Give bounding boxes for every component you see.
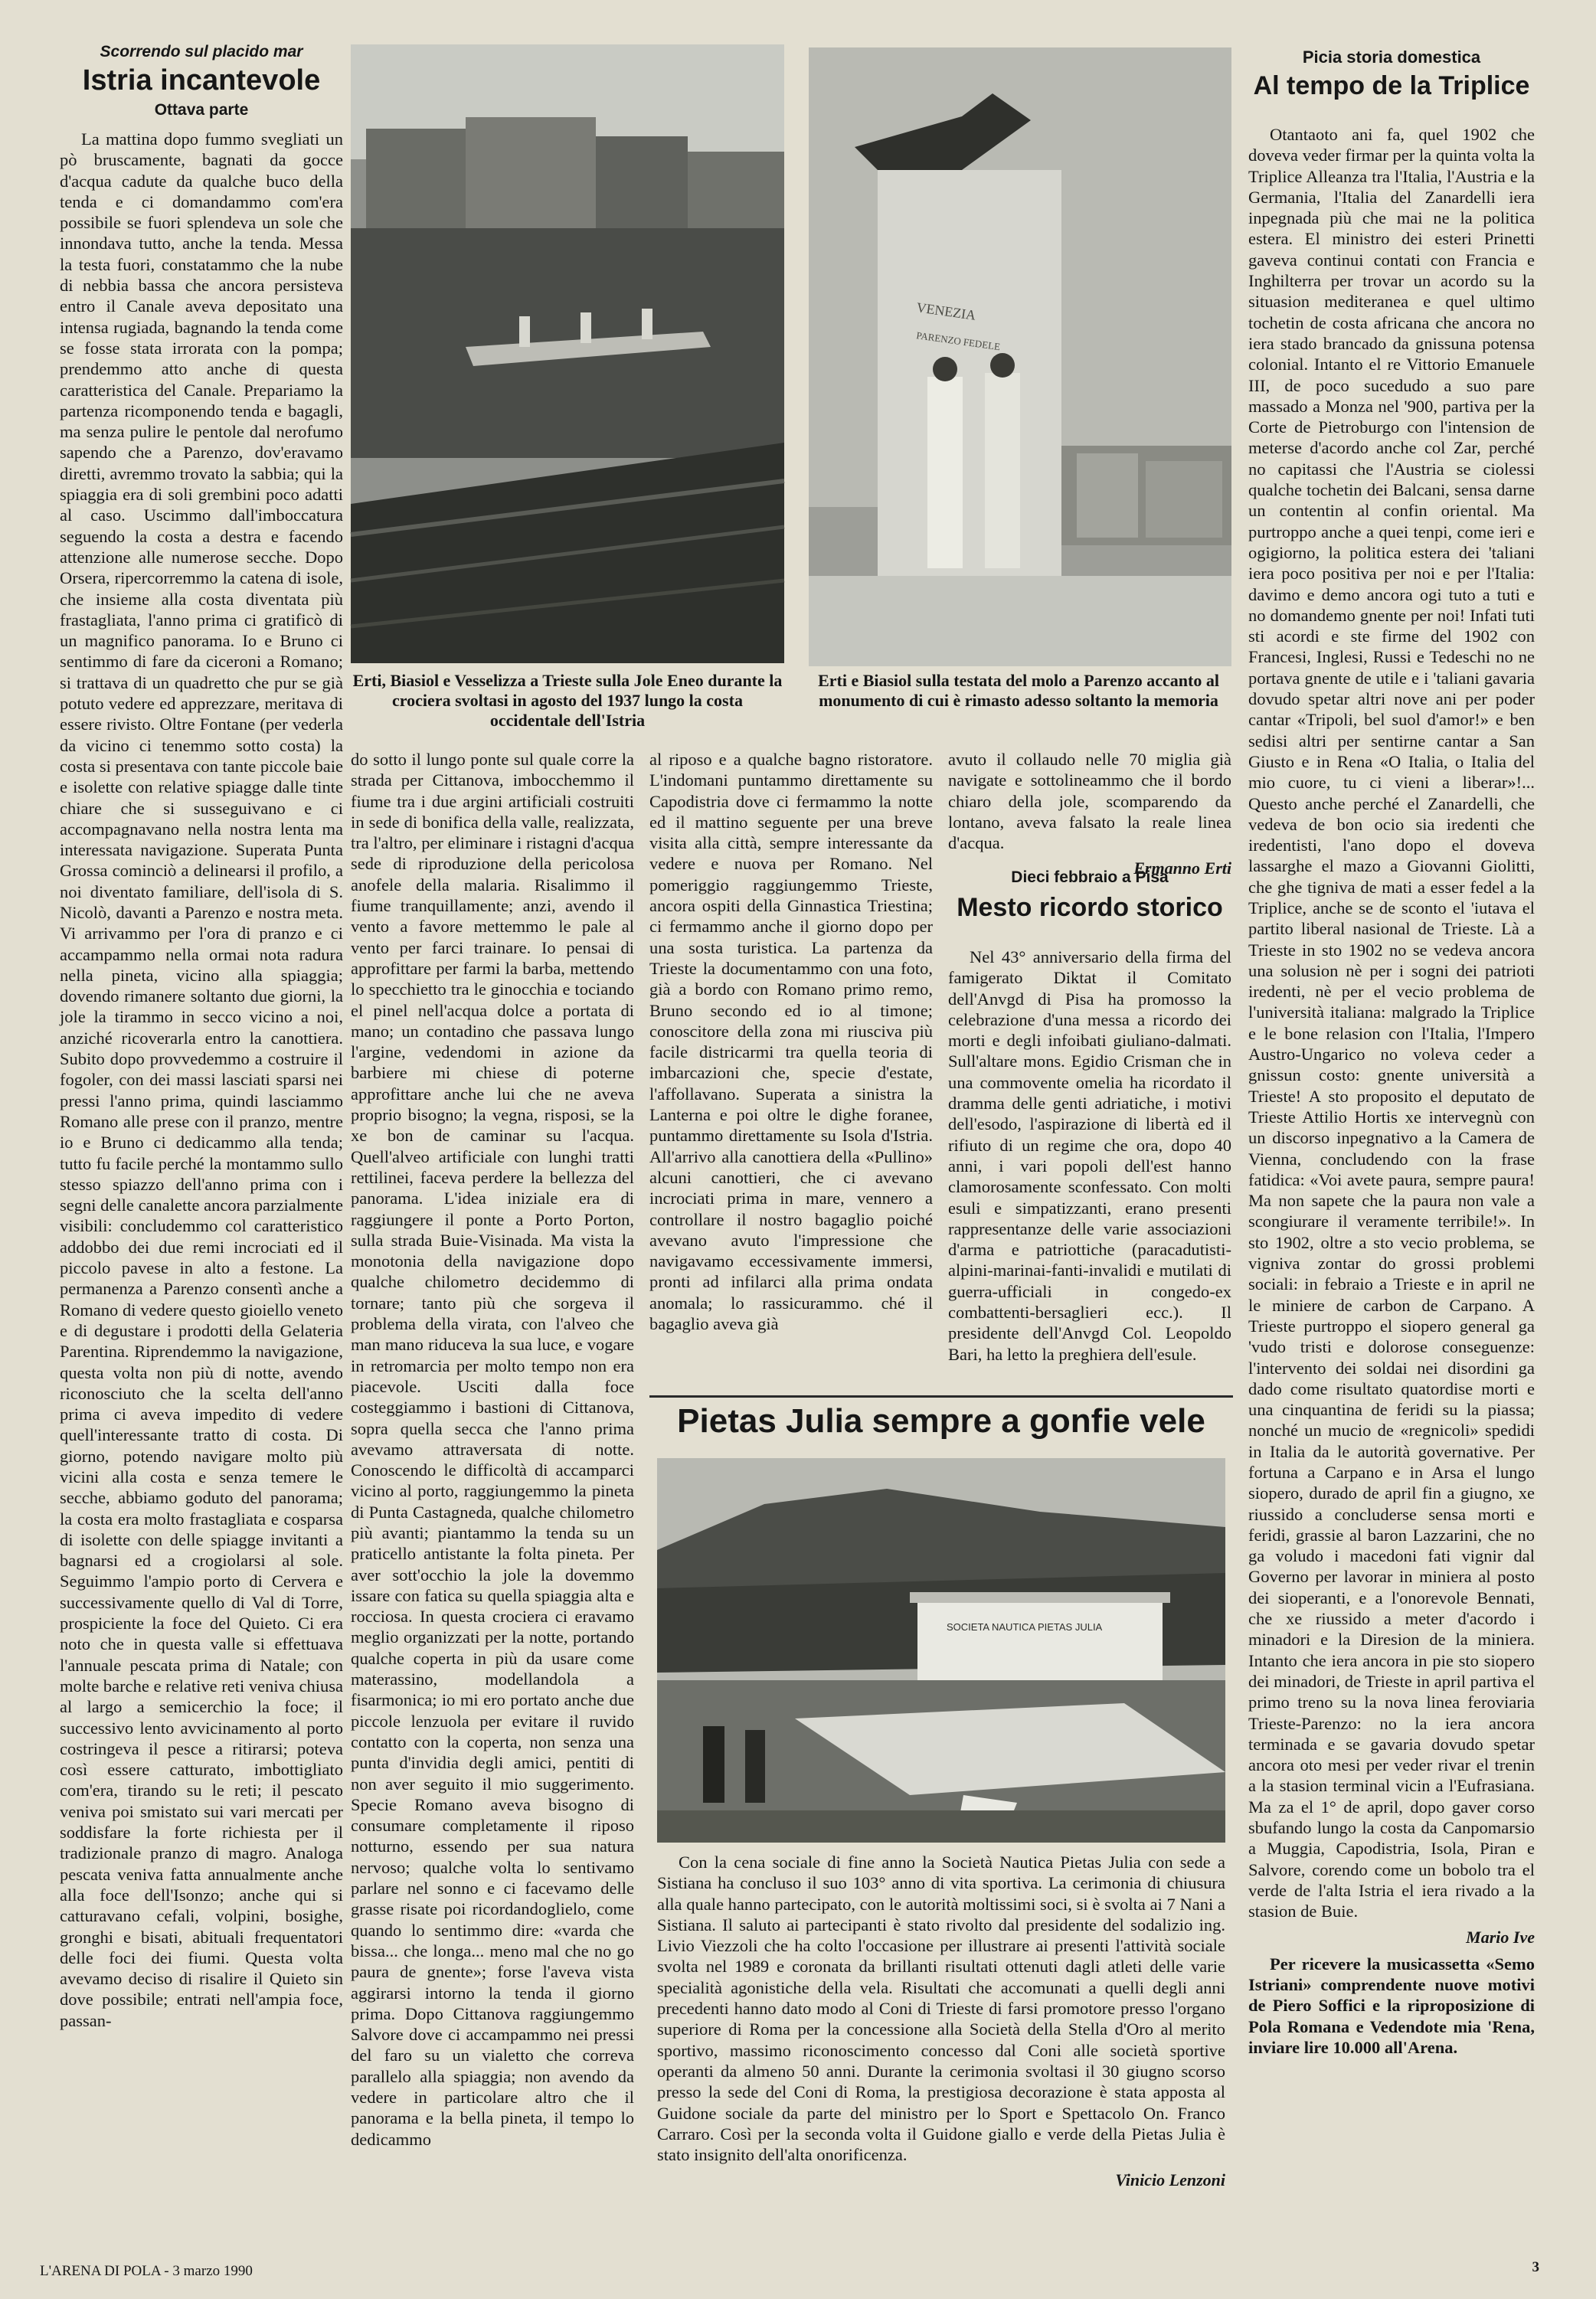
istria-col1-text: La mattina dopo fummo svegliati un pò bruscamente, bagnati da gocce d'acqua cadute da qualche buco della tenda e ci domandammo com'era possibile se fuori splendeva un sole che innondava tutto, anche la tenda. Messa la testa fuori, constatammo che la nube di nebbia bassa che ancora persisteva entro il Canale aveva depositato una intensa rugiada, bagnando la tenda come se fosse stata irrorata con la pompa; prendemmo atto anche di questa caratteristica del Canale. Prepariamo la partenza ricomponendo tenda e bagagli, ma senza pulire le pentole dal nerofumo sapendo che a Parenzo, dov'eravamo diretti, avremmo trovato la sabbia; qui la spiaggia era di soli grembini poco adatti al caso. Uscimmo dall'imboccatura seguendo la costa a destra e facendo attenzione alle numerose secche. Dopo Orsera, ripercorremmo la catena di isole, che insieme alla costa diventata più frastagliata, l'anno prima ci gratificò di un magnifico panorama. Io e Bruno ci sentimmo di fare da ciceroni a Romano; si trattava di un quadretto che pur se già potuto vedere ed apprezzare, meritava di essere rivisto. Oltre Fontane (per vederla da vicino ci tenemmo sotto costa) la costa si presentava con tante piccole baie e isolette con relative spiagge dalle tinte chiare che si susseguivano e ci accompagnavano nella nostra lenta ma interessata navigazione. Superata Punta Grossa cominciò a delinearsi il profilo, a noi diventato familiare, dell'isola di S. Nicolò, davanti a Parenzo e nostra meta. Vi arrivammo per l'ora di pranzo e ci accampammo nella ormai nota radura nella pineta, vicino alla spiaggia; dovendo rimanere soltanto due giorni, la jole la tirammo in secco vicino a noi, anziché ricoverarla entro la canottiera. Subito dopo provvedemmo a costruire il fogoler, con dei massi lasciati sparsi nei pressi l'anno prima, quindi lasciammo Romano alle prese con il pranzo, mentre io e Bruno ci dedicammo alla tenda; tutto fu facile perché la montammo sullo stesso spiazzo dell'anno prima con i segni delle canalette ancora parzialmente visibili: concludemmo col caratteristico addobbo dei due remi incrociati ed il piccolo pavese in alto a festone. La permanenza a Parenzo consentì anche a Romano di vedere questo gioiello veneto e di degustare i prodotti della Gelateria Parentina. Riprendemmo la navigazione, questa volta non più di notte, avendo riconosciuto che la scelta dell'anno prima ci aveva impedito di vedere quell'interessante tratto di costa. Di giorno, potendo navigare molto più vicini alla costa e senza temere le secche, abbiamo goduto del panorama; la costa era molto frastagliata e cosparsa di isolette con delle spiagge invitanti a bagnarsi ed a crogiolarsi al sole. Seguimmo l'ampio porto di Cervera e successivamente quello di Val di Torre, prospiciente la foce del Quieto. Ci era noto che in questa valle si effettuava l'annuale pescata prima di Natale; con molte barche e relative reti veniva chiusa al largo a semicerchio la foce; il successivo lento avvicinamento al porto costringeva il pesce a ritirarsi; poteva così essere catturato, imbottigliato com'era, tirando su le reti; il pescato veniva poi smistato sui vari mercati per soddisfare la forte richiesta per il tradizionale pranzo di magro. Analoga pescata veniva fatta annualmente anche alla foce dell'Isonzo; anche qui si catturavano cefali, volpini, bosighe, gronghi e bisati, abituali frequentatori delle foci dei fiumi. Questa volta avevamo deciso di risalire il Quieto sin dove possibile; entrati nell'ampia foce, passan- (60, 129, 343, 2030)
photo2-caption-text: Erti e Biasiol sulla testata del molo a Parenzo accanto al monumento di cui è rimasto adesso soltanto la memoria (818, 671, 1219, 710)
pisa-body (948, 947, 1231, 1391)
triplice-title: Al tempo de la Triplice (1253, 71, 1530, 100)
istria-header (60, 43, 343, 126)
photo1-caption (351, 671, 784, 747)
pietas-byline: Vinicio Lenzoni (1115, 2170, 1225, 2190)
pietas-title: Pietas Julia sempre a gonfie vele (677, 1402, 1205, 1440)
photo-parenzo-monument (809, 47, 1231, 666)
istria-col2-text: do sotto il lungo ponte sul quale corre la strada per Cittanova, imbocchemmo il fiume tra i due argini artificiali costruiti in sede di bonifica della valle, realizzata, tra l'altro, per eliminare i ristagni d'acqua sede di riproduzione della pericolosa anofele della malaria. Risalimmo il fiume tranquillamente; anzi, avendo il vento a favore mettemmo le pale al vento per farci trainare. Io pensai di approfittare per farmi la barba, mettendo lo specchietto tra le ginocchia e tociando el pinel nell'acqua dolce a portata di mano; un contadino che passava lungo l'argine, vedendomi in azione da barbiere mi chiese di poterne approfittare anche lui che ne aveva proprio bisogno; la vegna, risposi, se la xe bon de caminar su l'acqua. Quell'alveo artificiale con lunghi tratti rettilinei, faceva perdere la bellezza del panorama. L'idea iniziale era di raggiungere il ponte a Porto Porton, sulla strada Buie-Visinada. Ma vista la monotonia della navigazione dopo qualche chilometro decidemmo di tornare; tanto più che sorgeva il problema della virata, con l'alveo che man mano riduceva la sua luce, e vogare in retromarcia per molto tempo non era piacevole. Usciti dalla foce costeggiammo i bastioni di Cittanova, sopra quella secca che l'anno prima avevamo attraversata di notte. Conoscendo le difficoltà di accamparci vicino al porto, raggiungemmo la pineta di Punta Castagneda, qualche chilometro più avanti; piantammo la tenda su un praticello antistante la folta pineta. Per aver sott'occhio la jole la dovemmo issare con fatica su quella spiaggia alta e rocciosa. In questa crociera ci eravamo meglio organizzati per la notte, portando qualche coperta in più da usare come materassino, modellandola a fisarmonica; io mi ero portato anche due piccole lenzuola per evitare il ruvido contatto con la coperta, non senza una punta d'invidia degli amici, pentiti di non aver seguito il mio suggerimento. Specie Romano aveva bisogno di consumare completamente il riposo notturno, essendo per sua natura nervoso; qualche volta lo sentivamo parlare nel sonno e ci facevamo delle grasse risate poi ricordandoglielo, come quando lo sentimmo dire: «varda che bissa... che longa... meno mal che no go paura de gnente»; forse l'aveva vista aggirarsi intorno la tenda il giorno prima. Dopo Cittanova raggiungemmo Salvore dove ci accampammo nei pressi del faro su un vialetto che correva parallelo alla spiaggia; non avendo da vedere in particolare altro che il panorama e la bella pineta, il tempo lo dedicammo (351, 750, 634, 2149)
triplice-body (1248, 124, 1535, 2245)
monument-text-2: PARENZO FEDELE (915, 329, 1001, 353)
istria-column-1 (60, 129, 343, 2273)
triplice-kicker: Picia storia domestica (1302, 47, 1481, 67)
pietas-header (649, 1398, 1233, 1444)
istria-column-2 (351, 749, 634, 2261)
istria-column-3 (649, 749, 933, 1388)
photo1-caption-text: Erti, Biasiol e Vesselizza a Trieste sulla Jole Eneo durante la crociera svoltasi in agosto del 1937 lungo la costa occidentale dell'Istria (352, 671, 783, 730)
footer-page-number: 3 (1532, 2259, 1539, 2275)
istria-byline: Ermanno Erti (1133, 858, 1231, 878)
pisa-body-text: Nel 43° anniversario della firma del famigerato Diktat il Comitato dell'Anvgd di Pisa ha promosso la celebrazione d'una messa a ricordo dei morti e degli infoibati giuliano-dalmati. Sull'altare mons. Egidio Crisman che in una commovente omelia ha ricordato il dramma delle genti adriatiche, i motivi dell'esodo, l'aspirazione di libertà ed il rifiuto di un regime che ora, dopo 40 anni, i vari popoli dell'est hanno clamorosamente sconfessato. Con molti esuli e simpatizzanti, erano presenti rappresentanze delle varie associazioni d'arma e patriottiche (paracadutisti-alpini-marinai-fanti-invalidi e mutilati di guerra-ufficiali in congedo-ex combattenti-bersaglieri ecc.). Il presidente dell'Anvgd Col. Leopoldo Bari, ha letto la preghiera dell'esule. (948, 947, 1231, 1364)
triplice-byline: Mario Ive (1466, 1927, 1535, 1947)
istria-part: Ottava parte (154, 101, 249, 119)
pietas-clubhouse-sign: SOCIETA NAUTICA PIETAS JULIA (947, 1621, 1103, 1633)
photo-trieste-jole (351, 44, 784, 663)
cassette-notice: Per ricevere la musicassetta «Semo Istriani» comprendente nuove motivi de Piero Soffici e la riproposizione di Pola Romana e Vedendote mia 'Rena, inviare lire 10.000 all'Arena. (1248, 1954, 1535, 2058)
triplice-header (1248, 47, 1535, 121)
pietas-body-text: Con la cena sociale di fine anno la Società Nautica Pietas Julia con sede a Sistiana ha concluso il suo 103° anno di vita sportiva. La cerimonia di chiusura alla quale hanno partecipato, con le autorità moltissimi soci, si è svolta ai 7 Nani a Sistiana. Il saluto ai partecipanti è stato rivolto dal presidente del sodalizio ing. Livio Viezzoli che ha colto l'occasione per illustrare ai presenti l'attività sociale svolta nel 1989 e coronata da brillanti risultati ottenuti dagli atleti delle varie specialità agonistiche della vela. Risultati che accomunati a quelli degli anni precedenti hanno dato modo al Coni di Trieste di farsi promotore presso l'organo superiore di Roma per la concessione alla Società della Stella d'Oro al merito sportivo, massimo riconoscimento concesso dal Coni alle società sportive operanti da almeno 50 anni. Durante la cerimonia svoltasi il 30 giugno scorso presso la sede del Coni di Roma, la prestigiosa decorazione è stata apposta al Guidone sociale da parte del ministro per lo Sport e Spettacolo On. Franco Carraro. Così per la seconda volta il Guidone giallo e verde della Pietas Julia è stato insignito dell'alta onorificenza. (657, 1853, 1225, 2165)
monument-text-1: VENEZIA (915, 299, 977, 323)
pietas-body (657, 1852, 1225, 2190)
pisa-kicker: Dieci febbraio a Pisa (1011, 868, 1169, 886)
istria-kicker: Scorrendo sul placido mar (100, 43, 303, 60)
pisa-title: Mesto ricordo storico (957, 893, 1223, 922)
istria-col4-text: avuto il collaudo nelle 70 miglia già navigate e sottolineammo che il bordo chiaro della jole, scomparendo da lontano, aveva falsato la reale linea d'acqua. (948, 750, 1231, 853)
istria-col3-text: al riposo e a qualche bagno ristoratore. L'indomani puntammo direttamente su Capodistria dove ci fermammo la notte ed il mattino seguente per una breve visita alla città, sempre interessante da vedere e nuova per Romano. Nel pomeriggio raggiungemmo Trieste, ancora ospiti della Ginnastica Triestina; ci fermammo anche il giorno dopo per una sosta turistica. La partenza da Trieste la documentammo con una foto, già a bordo con Romano primo remo, Bruno secondo ed io al timone; conoscitore della zona mi riusciva più facile districarmi tra quella teoria di imbarcazioni che, specie d'estate, l'affollavano. Superata a sinistra la Lanterna e poi oltre le dighe foranee, puntammo direttamente su Isola d'Istria. All'arrivo alla canottiera della «Pullino» alcuni canottieri, che ci avevano incrociati prima in mare, vennero a controllare il nostro bagaglio poiché avevano avuto l'impressione che navigavamo eccessivamente immersi, pronti ad infilarci alla prima ondata anomala; lo rassicurammo. ché il bagaglio aveva già (649, 750, 933, 1334)
triplice-body-text: Otantaoto ani fa, quel 1902 che doveva veder firmar per la quinta volta la Triplice Alleanza tra l'Italia, l'Austria e la Germania, l'Italia del Zanardelli iera inpegnada più che mai ne la politica estera. El ministro dei esteri Prinetti gaveva continui contati con Francia e Inghilterra per trovar un acordo su la situasion mediteranea e quel ultimo tochetin de costa africana che ancora no iera stado brancado da gnissuna potensa colonial. Intanto el re Vittorio Emanuele III, de poco sucedudo a suo pare massado a Monza nel '900, partiva per la Corte de Pietroburgo con l'intension de meterse d'acordo anche col Zar, perché no capitassi che l'Austria se ciolessi qualche tochetin dei Balcani, sensa darne un contentin al confin oriental. Ma purtroppo anche a quei tenpi, come ieri e ogigiorno, la politica estera dei 'taliani iera poco positiva per noi e per l'Italia: davimo e demo ancora ogi tuto a tuti e no domandemo gnente per noi! Infati tuti sti acordi e ste firme del 1902 con Francesi, Inglesi, Russi e Tedeschi no ne portava gnente de utile e i 'taliani gavaria dovudo spetar altri nove ani per poder cantar «Tripoli, bel suol d'amor!» e ben sedisi altri per sentirne cantar a San Giusto e in Rena «O Italia, o Italia del mio cuore, tu ci vieni a liberar»!... Questo anche perché el Zanardelli, che vedeva de bon ocio sia iredenti che iredentisti, l'ano dopo el doveva lassarghe el mazo a Giovanni Giolitti, che ghe tigniva de mati a esser fedel a la Triplice, anche se de sconto el 'iutava el partito liberal nasional de Trieste. Là a Trieste in sto 1902 no se vedeva ancora una solusion nè per i sogni dei patrioti iredenti, nè per el vecio problema de l'università italiana: malgrado la Triplice e le bone relasion con l'Italia, l'Impero Austro-Ungarico no voleva ceder a gnissun costo: gnente università a Trieste! A sto proposito el deputato de Trieste Attilio Hortis xe intervegnù con un discorso inpegnativo a la Camera de Vienna, concludendo con la frase fatidica: «Voi avete paura, sempre paura! Ma non sapete che la paura non vale a scongiurare il veramente terribile!». In sto 1902, oltre a sto vecio problema, se vigniva zontar do grossi problemi sociali: in febraio a Trieste e in april ne le miniere de carbon de Carpano. A Trieste purtroppo el siopero general ga 'vudo tristi e dolorose conseguenze: l'intervento dei soldai nei disordini ga dado come risultato quatordise morti e una cinquantina de feridi su la piassa; nonché un mucio de «regnicoli» spedidi in Italia da le autorità governative. Per fortuna a Carpano e in Arsa el lungo siopero, durado de april fin a giugno, xe riussido a concluderse sensa morti e feridi, grassie al baron Lazzarini, che no ga voludo i macedoni fati vignir dal Governo per lavorar in miniera al posto dei sioperanti, e a l'onorevole Bennati, che xe riussido a meter d'acordo i minadori e la Diresion de la miniera. Intanto che iera ancora in pie sto siopero dei minadori, de Trieste in april partiva el primo treno su la nova linea feroviaria Trieste-Parenzo: no la iera ancora terminada e se gavaria dovudo spetar ancora oto mesi per veder rivar el trenin a la stasion terminal vicin a l'Eufrasiana. Ma za el 1° de april, dopo gaver corso sbufando lungo la costa da Canpomarsio a Muggia, Capodistria, Isola, Piran e Salvore, corendo come un bobolo tra el verde de l'alta Istria el iera rivado a la stasion de Buie. (1248, 125, 1535, 1921)
photo2-caption (796, 671, 1241, 747)
pisa-header (948, 868, 1231, 945)
photo-pietas-julia-clubhouse (657, 1458, 1225, 1843)
istria-title: Istria incantevole (82, 64, 321, 96)
footer-publication: L'ARENA DI POLA - 3 marzo 1990 (40, 2263, 253, 2279)
pietas-top-rule (649, 1395, 1233, 1398)
